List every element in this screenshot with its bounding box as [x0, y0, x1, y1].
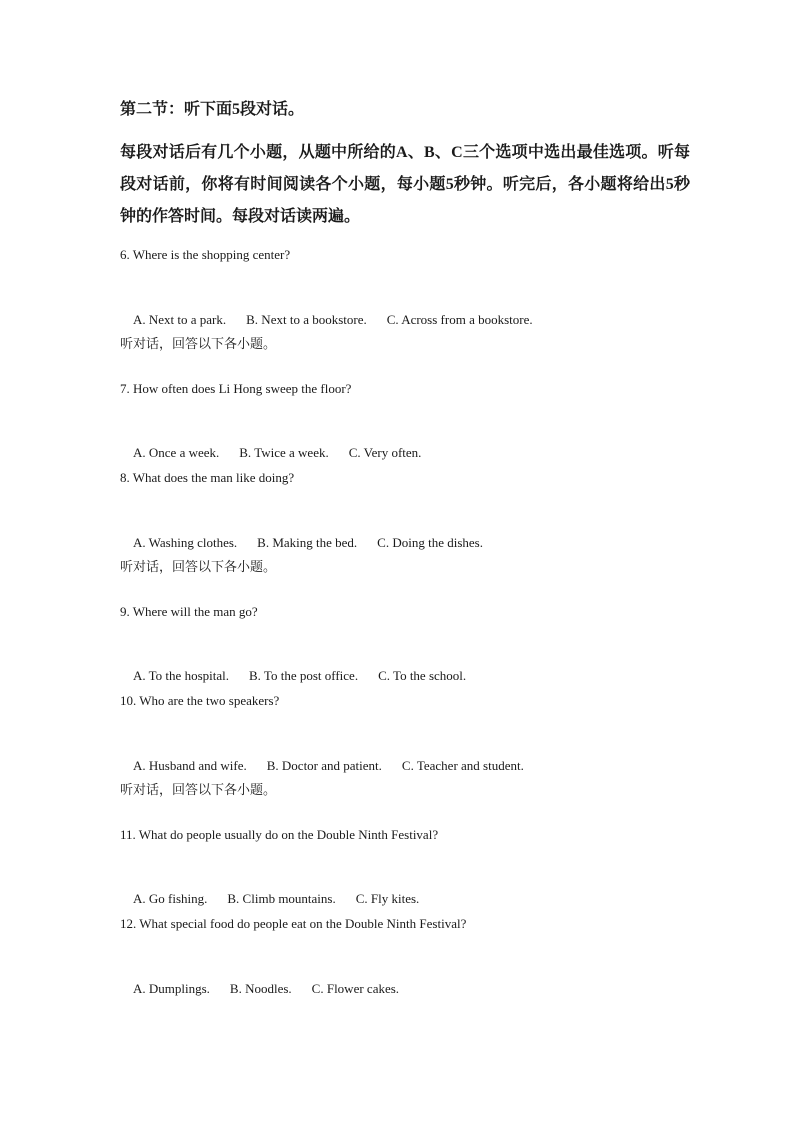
- option-8a: A. Washing clothes.: [133, 534, 238, 550]
- option-12b: B. Noodles.: [229, 980, 292, 996]
- options-7: [120, 423, 690, 461]
- option-8b: B. Making the bed.: [257, 534, 358, 550]
- option-7a: A. Once a week.: [133, 445, 220, 461]
- question-9: 9. Where will the man go?: [120, 603, 258, 619]
- option-11b: B. Climb mountains.: [227, 891, 336, 907]
- option-7c: C. Very often.: [348, 445, 422, 461]
- dialogue-prompt: 听对话，回答以下各小题。: [120, 782, 277, 798]
- option-11c: C. Fly kites.: [355, 891, 420, 907]
- option-6a: A. Next to a park.: [133, 311, 227, 327]
- document-page: [120, 96, 690, 1003]
- question-7: 7. How often does Li Hong sweep the floor?: [120, 380, 352, 396]
- question-12: 12. What special food do people eat on the Double Ninth Festival?: [120, 915, 467, 931]
- option-9b: B. To the post office.: [248, 668, 359, 684]
- question-10: 10. Who are the two speakers?: [120, 692, 280, 708]
- option-6c: C. Across from a bookstore.: [386, 311, 533, 327]
- options-10: [120, 736, 690, 773]
- options-12: [120, 959, 690, 996]
- options-9: [120, 646, 690, 684]
- option-10b: B. Doctor and patient.: [266, 757, 382, 773]
- question-6: 6. Where is the shopping center?: [120, 247, 291, 262]
- options-6: [120, 290, 690, 327]
- options-8: [120, 513, 690, 550]
- option-6b: B. Next to a bookstore.: [246, 311, 367, 327]
- question-8: 8. What does the man like doing?: [120, 469, 295, 485]
- options-11: [120, 869, 690, 907]
- question-11: 11. What do people usually do on the Double Ninth Festival?: [120, 826, 439, 842]
- option-10c: C. Teacher and student.: [401, 757, 524, 773]
- option-9c: C. To the school.: [378, 668, 467, 684]
- option-7b: B. Twice a week.: [239, 445, 329, 461]
- dialogue-prompt: 听对话，回答以下各小题。: [120, 336, 277, 352]
- section-title: 第二节：听下面5段对话。: [120, 101, 305, 118]
- option-10a: A. Husband and wife.: [133, 757, 247, 773]
- dialogue-prompt: 听对话，回答以下各小题。: [120, 559, 277, 575]
- option-12a: A. Dumplings.: [133, 980, 210, 996]
- section-instructions: 每段对话后有几个小题，从题中所给的A、B、C三个选项中选出最佳选项。听每段对话前，你将有时间阅读各个小题，每小题5秒钟。听完后，各小题将给出5秒钟的作答时间。每段对话读两遍。: [120, 144, 690, 225]
- option-11a: A. Go fishing.: [133, 891, 208, 907]
- option-8c: C. Doing the dishes.: [377, 534, 483, 550]
- option-9a: A. To the hospital.: [133, 668, 229, 684]
- option-12c: C. Flower cakes.: [311, 980, 400, 996]
